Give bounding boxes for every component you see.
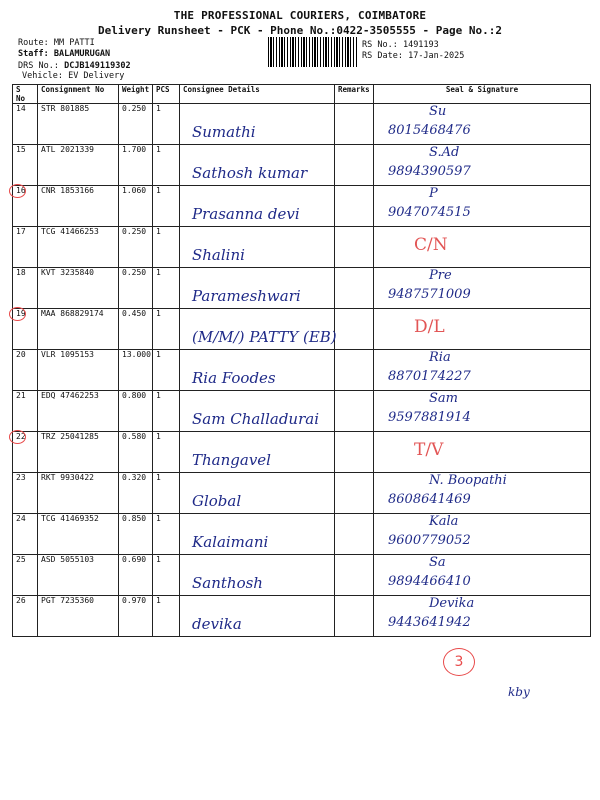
- remarks-cell: [335, 432, 374, 473]
- signature-phone: 9487571009: [388, 287, 471, 302]
- route-label: Route:: [18, 38, 49, 48]
- signature-mark: Ria: [429, 350, 451, 365]
- signature-cell: [374, 555, 591, 596]
- sno-cell: 21: [13, 391, 38, 432]
- consignment-cell: MAA 868829174: [38, 309, 119, 350]
- table-row: [13, 104, 591, 145]
- consignee-name: (M/M/) PATTY (EB): [192, 328, 337, 346]
- consignment-cell: STR 801885: [38, 104, 119, 145]
- consignment-cell: TCG 41466253: [38, 227, 119, 268]
- signature-mark: P: [429, 186, 438, 201]
- vehicle-value: EV Delivery: [68, 71, 125, 81]
- consignee-cell: [180, 186, 335, 227]
- consignment-cell: CNR 1853166: [38, 186, 119, 227]
- vehicle-label: Vehicle:: [22, 71, 63, 81]
- signature-phone: 8608641469: [388, 492, 471, 507]
- col-header-sno: S No: [13, 85, 38, 104]
- delivery-status-mark: D/L: [414, 317, 445, 337]
- consignee-cell: [180, 596, 335, 637]
- weight-cell: 0.580: [119, 432, 153, 473]
- signature-cell: [374, 145, 591, 186]
- handwritten-initials: kby: [508, 685, 530, 699]
- sno-cell: [13, 432, 38, 473]
- col-header-weight: Weight: [119, 85, 153, 104]
- table-row: [13, 391, 591, 432]
- signature-mark: N. Boopathi: [429, 473, 507, 488]
- consignee-cell: [180, 104, 335, 145]
- weight-cell: 0.850: [119, 514, 153, 555]
- signature-cell: [374, 309, 591, 350]
- weight-cell: 0.970: [119, 596, 153, 637]
- signature-mark: Devika: [429, 596, 475, 611]
- consignee-cell: [180, 432, 335, 473]
- weight-cell: 0.320: [119, 473, 153, 514]
- consignee-name: Sam Challadurai: [192, 410, 320, 428]
- signature-cell: [374, 350, 591, 391]
- sno-cell: 14: [13, 104, 38, 145]
- weight-cell: 0.800: [119, 391, 153, 432]
- table-row: [13, 432, 591, 473]
- signature-cell: [374, 104, 591, 145]
- company-name: THE PROFESSIONAL COURIERS, COIMBATORE: [173, 9, 427, 22]
- consignee-cell: [180, 514, 335, 555]
- rs-no-info: [362, 40, 439, 50]
- sno-cell: 24: [13, 514, 38, 555]
- consignment-cell: RKT 9930422: [38, 473, 119, 514]
- table-row: [13, 268, 591, 309]
- remarks-cell: [335, 596, 374, 637]
- signature-cell: [374, 391, 591, 432]
- weight-cell: 0.690: [119, 555, 153, 596]
- signature-phone: 9894466410: [388, 574, 471, 589]
- weight-cell: 13.000: [119, 350, 153, 391]
- red-circle-mark: [9, 184, 26, 198]
- signature-cell: [374, 596, 591, 637]
- consignee-cell: [180, 350, 335, 391]
- weight-cell: 0.250: [119, 268, 153, 309]
- signature-mark: Pre: [429, 268, 452, 283]
- remarks-cell: [335, 227, 374, 268]
- barcode-image: [268, 37, 358, 67]
- signature-mark: Sa: [429, 555, 446, 570]
- table-row: [13, 227, 591, 268]
- consignee-cell: [180, 145, 335, 186]
- consignee-name: Global: [192, 492, 242, 510]
- remarks-cell: [335, 145, 374, 186]
- staff-info: [18, 49, 110, 59]
- col-header-signature: Seal & Signature: [374, 85, 591, 104]
- delivery-status-mark: T/V: [414, 440, 444, 460]
- remarks-cell: [335, 514, 374, 555]
- signature-phone: 9597881914: [388, 410, 471, 425]
- weight-cell: 1.700: [119, 145, 153, 186]
- signature-cell: [374, 473, 591, 514]
- consignee-cell: [180, 268, 335, 309]
- rs-date-value: 17-Jan-2025: [408, 51, 465, 61]
- consignee-name: devika: [192, 615, 242, 633]
- table-row: [13, 309, 591, 350]
- staff-label: Staff:: [18, 49, 49, 59]
- pcs-cell: 1: [153, 227, 180, 268]
- consignment-cell: ATL 2021339: [38, 145, 119, 186]
- signature-phone: 9443641942: [388, 615, 471, 630]
- signature-phone: 9894390597: [388, 164, 471, 179]
- consignment-cell: ASD 5055103: [38, 555, 119, 596]
- weight-cell: 0.250: [119, 104, 153, 145]
- consignee-name: Ria Foodes: [192, 369, 276, 387]
- signature-phone: 9047074515: [388, 205, 471, 220]
- staff-value: BALAMURUGAN: [53, 49, 111, 59]
- route-value: MM PATTI: [53, 38, 95, 48]
- pcs-cell: 1: [153, 186, 180, 227]
- sno-text: 19: [16, 309, 26, 318]
- consignment-cell: TCG 41469352: [38, 514, 119, 555]
- sno-cell: 15: [13, 145, 38, 186]
- table-header-row: [13, 85, 591, 104]
- drs-label: DRS No.:: [18, 61, 59, 71]
- consignee-name: Santhosh: [192, 574, 263, 592]
- drs-value: DCJB149119302: [64, 61, 131, 71]
- table-row: [13, 350, 591, 391]
- runsheet-table: [12, 84, 591, 637]
- consignee-cell: [180, 309, 335, 350]
- remarks-cell: [335, 268, 374, 309]
- signature-phone: 8015468476: [388, 123, 471, 138]
- table-row: [13, 145, 591, 186]
- consignment-cell: TRZ 25041285: [38, 432, 119, 473]
- sno-cell: 20: [13, 350, 38, 391]
- remarks-cell: [335, 555, 374, 596]
- col-header-pcs: PCS: [153, 85, 180, 104]
- signature-cell: [374, 432, 591, 473]
- vehicle-info: [22, 71, 124, 81]
- rs-date-info: [362, 51, 464, 61]
- sno-cell: 23: [13, 473, 38, 514]
- rs-date-label: RS Date:: [362, 51, 403, 61]
- consignee-cell: [180, 473, 335, 514]
- remarks-cell: [335, 104, 374, 145]
- remarks-cell: [335, 309, 374, 350]
- col-header-consignment: Consignment No: [38, 85, 119, 104]
- signature-cell: [374, 186, 591, 227]
- consignee-name: Parameshwari: [192, 287, 301, 305]
- sno-cell: 26: [13, 596, 38, 637]
- drs-info: [18, 61, 131, 71]
- sno-cell: [13, 186, 38, 227]
- consignee-name: Kalaimani: [192, 533, 269, 551]
- pcs-cell: 1: [153, 555, 180, 596]
- consignee-name: Sathosh kumar: [192, 164, 308, 182]
- signature-phone: 9600779052: [388, 533, 471, 548]
- consignee-cell: [180, 227, 335, 268]
- consignee-name: Prasanna devi: [192, 205, 300, 223]
- remarks-cell: [335, 473, 374, 514]
- table-row: [13, 555, 591, 596]
- pcs-cell: 1: [153, 432, 180, 473]
- pcs-cell: 1: [153, 268, 180, 309]
- circled-page-count: 3: [443, 648, 475, 676]
- red-circle-mark: [9, 307, 26, 321]
- pcs-cell: 1: [153, 514, 180, 555]
- consignee-name: Thangavel: [192, 451, 271, 469]
- consignee-name: Shalini: [192, 246, 245, 264]
- route-info: [18, 38, 95, 48]
- consignment-cell: EDQ 47462253: [38, 391, 119, 432]
- table-row: [13, 596, 591, 637]
- sno-cell: 25: [13, 555, 38, 596]
- table-row: [13, 514, 591, 555]
- sno-text: 16: [16, 186, 26, 195]
- signature-cell: [374, 227, 591, 268]
- consignee-cell: [180, 555, 335, 596]
- signature-mark: Sam: [429, 391, 458, 406]
- sno-cell: 17: [13, 227, 38, 268]
- consignee-name: Sumathi: [192, 123, 256, 141]
- sno-text: 22: [16, 432, 26, 441]
- signature-mark: Su: [429, 104, 447, 119]
- pcs-cell: 1: [153, 145, 180, 186]
- signature-mark: Kala: [429, 514, 459, 529]
- pcs-cell: 1: [153, 391, 180, 432]
- weight-cell: 0.450: [119, 309, 153, 350]
- col-header-remarks: Remarks: [335, 85, 374, 104]
- table-row: [13, 186, 591, 227]
- signature-cell: [374, 514, 591, 555]
- consignment-cell: VLR 1095153: [38, 350, 119, 391]
- weight-cell: 1.060: [119, 186, 153, 227]
- runsheet-title: Delivery Runsheet - PCK - Phone No.:0422-3505555 - Page No.:2: [98, 24, 502, 37]
- pcs-cell: 1: [153, 596, 180, 637]
- pcs-cell: 1: [153, 473, 180, 514]
- col-header-consignee: Consignee Details: [180, 85, 335, 104]
- remarks-cell: [335, 350, 374, 391]
- signature-phone: 8870174227: [388, 369, 471, 384]
- weight-cell: 0.250: [119, 227, 153, 268]
- remarks-cell: [335, 186, 374, 227]
- pcs-cell: 1: [153, 104, 180, 145]
- pcs-cell: 1: [153, 309, 180, 350]
- sno-cell: 18: [13, 268, 38, 309]
- signature-mark: S.Ad: [429, 145, 460, 160]
- rs-no-label: RS No.:: [362, 40, 398, 50]
- consignee-cell: [180, 391, 335, 432]
- signature-cell: [374, 268, 591, 309]
- consignment-cell: KVT 3235840: [38, 268, 119, 309]
- rs-no-value: 1491193: [402, 40, 439, 50]
- delivery-status-mark: C/N: [414, 235, 448, 255]
- consignment-cell: PGT 7235360: [38, 596, 119, 637]
- red-circle-mark: [9, 430, 26, 444]
- remarks-cell: [335, 391, 374, 432]
- table-row: [13, 473, 591, 514]
- pcs-cell: 1: [153, 350, 180, 391]
- sno-cell: [13, 309, 38, 350]
